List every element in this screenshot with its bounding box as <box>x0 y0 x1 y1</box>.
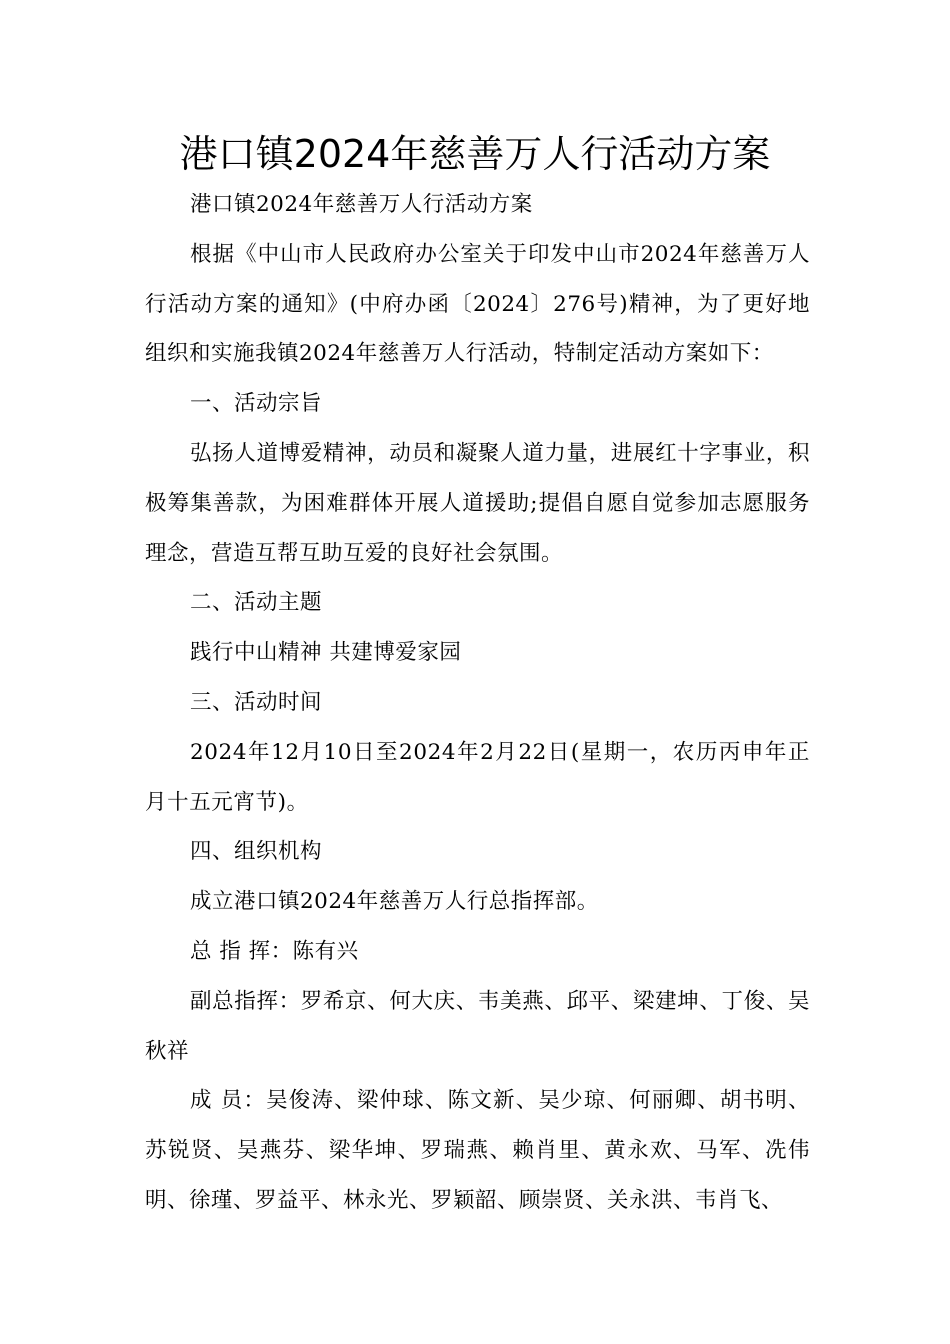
paragraph-purpose: 弘扬人道博爱精神，动员和凝聚人道力量，进展红十字事业，积极筹集善款，为困难群体开展人道援助;提倡自愿自觉参加志愿服务理念，营造互帮互助互爱的良好社会氛围。 <box>145 440 810 566</box>
heading-theme: 二、活动主题 <box>190 590 323 616</box>
paragraph-time: 2024年12月10日至2024年2月22日(星期一，农历丙申年正月十五元宵节)。 <box>145 739 810 815</box>
document-title: 港口镇2024年慈善万人行活动方案 <box>179 132 771 176</box>
paragraph-organization: 成立港口镇2024年慈善万人行总指挥部。 <box>190 889 599 915</box>
heading-organization: 四、组织机构 <box>190 839 323 865</box>
paragraph-subtitle: 港口镇2024年慈善万人行活动方案 <box>190 192 533 217</box>
heading-purpose: 一、活动宗旨 <box>190 391 323 417</box>
document-body <box>145 180 810 1226</box>
paragraph-deputy-commanders: 副总指挥：罗希京、何大庆、韦美燕、邱平、梁建坤、丁俊、吴秋祥 <box>145 988 810 1064</box>
paragraph-members: 成 员：吴俊涛、梁仲球、陈文新、吴少琼、何丽卿、胡书明、苏锐贤、吴燕芬、梁华坤、罗瑞燕、赖肖里、黄永欢、马军、冼伟明、徐瑾、罗益平、林永光、罗颖韶、顾崇贤、关永洪、韦肖飞、 <box>145 1088 810 1213</box>
paragraph-theme: 践行中山精神 共建博爱家园 <box>190 640 462 666</box>
heading-time: 三、活动时间 <box>190 689 323 715</box>
paragraph-intro: 根据《中山市人民政府办公室关于印发中山市2024年慈善万人行活动方案的通知》(中府办函〔2024〕276号)精神，为了更好地组织和实施我镇2024年慈善万人行活动，特制定活动方案如下： <box>145 241 810 367</box>
paragraph-commander: 总 指 挥：陈有兴 <box>190 938 359 964</box>
